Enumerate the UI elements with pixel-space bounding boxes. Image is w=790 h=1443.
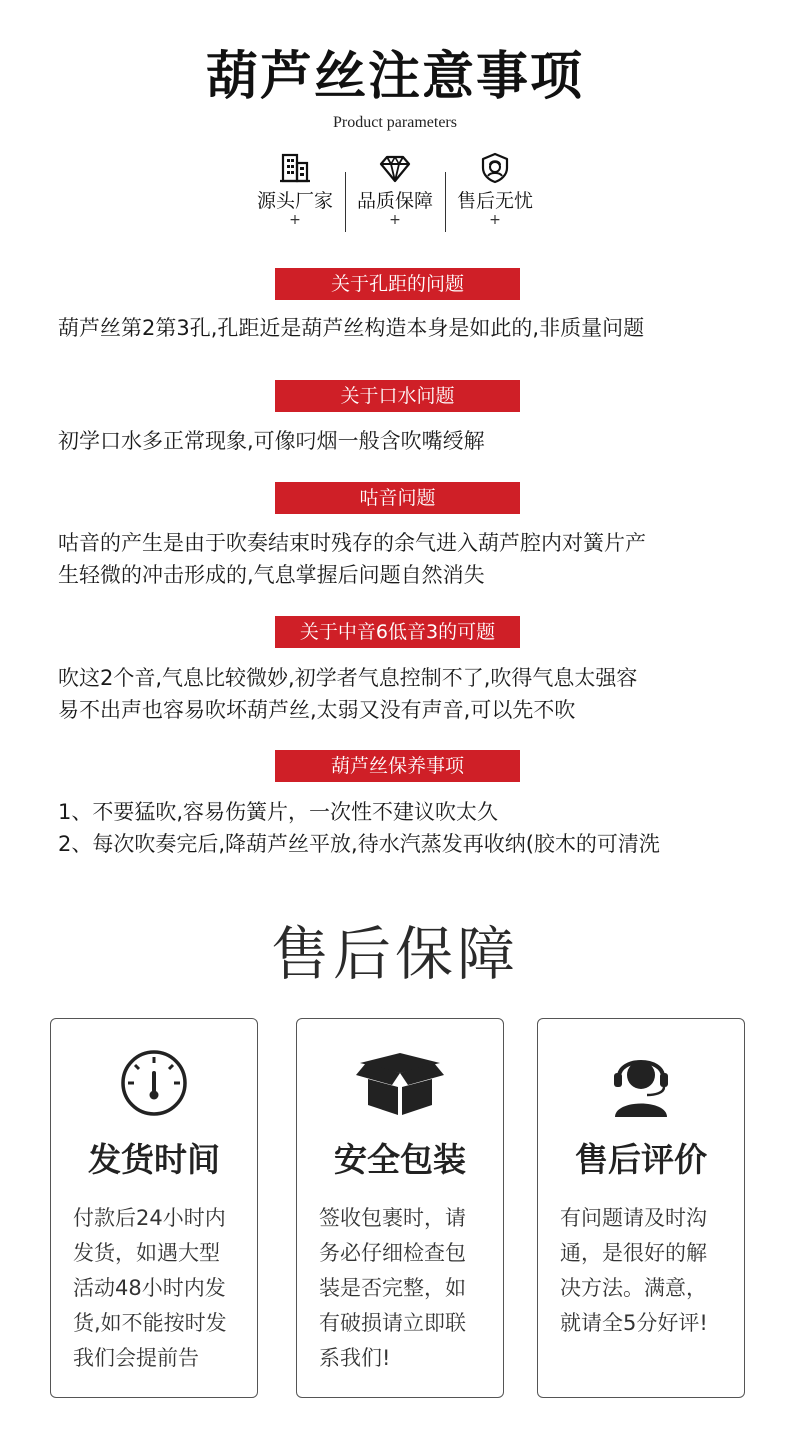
text-line: 就请全5分好评! — [560, 1311, 708, 1335]
card-shipping-time — [50, 1018, 258, 1398]
section-badge-gurgle: 咕音问题 — [275, 482, 520, 514]
card-aftersales-review — [537, 1018, 745, 1398]
text-line: 发货，如遇大型 — [73, 1241, 220, 1265]
text-line: 2、每次吹奏完后,降葫芦丝平放,待水汽蒸发再收纳(胶木的可清洗 — [58, 832, 660, 856]
text-line: 初学口水多正常现象,可像叼烟一般含吹嘴绶解 — [58, 429, 485, 453]
section-badge-notes: 关于中音6低音3的可题 — [275, 616, 520, 648]
section-text-maintenance — [58, 796, 758, 860]
feature-label: 售后无忧 — [456, 190, 533, 212]
feature-source-factory — [246, 150, 344, 232]
text-line: 1、不要猛吹,容易伤簧片，一次性不建议吹太久 — [58, 800, 499, 824]
text-line: 有问题请及时沟 — [560, 1206, 707, 1230]
text-line: 有破损请立即联 — [319, 1311, 466, 1335]
clock-gauge-icon — [118, 1047, 190, 1119]
card-title: 发货时间 — [88, 1140, 220, 1179]
card-safe-packaging — [296, 1018, 504, 1398]
card-title: 售后评价 — [575, 1140, 707, 1179]
building-icon — [279, 152, 311, 184]
text-line: 货,如不能按时发 — [73, 1311, 227, 1335]
feature-plus: + — [489, 212, 501, 228]
section-text-saliva — [58, 425, 758, 457]
text-line: 我们会提前告 — [73, 1346, 199, 1370]
package-box-icon — [354, 1047, 446, 1119]
diamond-icon — [379, 152, 411, 184]
text-line: 葫芦丝第2第3孔,孔距近是葫芦丝构造本身是如此的,非质量问题 — [58, 316, 645, 340]
card-body — [319, 1201, 491, 1376]
section-badge-hole-distance: 关于孔距的问题 — [275, 268, 520, 300]
section-text-hole-distance — [58, 312, 758, 344]
text-line: 通，是很好的解 — [560, 1241, 707, 1265]
text-line: 付款后24小时内 — [73, 1206, 226, 1230]
text-line: 装是否完整，如 — [319, 1276, 466, 1300]
aftersales-heading: 售后保障 — [270, 920, 519, 988]
feature-label: 源头厂家 — [256, 190, 333, 212]
section-text-gurgle — [58, 527, 758, 591]
shield-icon — [479, 152, 511, 184]
text-line: 决方法。满意， — [560, 1276, 707, 1300]
section-text-notes — [58, 662, 758, 726]
feature-label: 品质保障 — [356, 190, 433, 212]
page-subtitle: Product parameters — [333, 114, 457, 131]
headset-support-icon — [605, 1047, 677, 1119]
text-line: 务必仔细检查包 — [319, 1241, 466, 1265]
text-line: 生轻微的冲击形成的,气息掌握后问题自然消失 — [58, 563, 485, 587]
card-title: 安全包装 — [334, 1140, 466, 1179]
card-body — [73, 1201, 245, 1376]
text-line: 咕音的产生是由于吹奏结束时残存的余气进入葫芦腔内对簧片产 — [58, 531, 646, 555]
text-line: 系我们! — [319, 1346, 391, 1370]
feature-quality — [346, 150, 444, 232]
section-badge-saliva: 关于口水问题 — [275, 380, 520, 412]
text-line: 吹这2个音,气息比较微妙,初学者气息控制不了,吹得气息太强容 — [58, 666, 638, 690]
page-title: 葫芦丝注意事项 — [205, 46, 584, 107]
text-line: 活动48小时内发 — [73, 1276, 226, 1300]
section-badge-maintenance: 葫芦丝保养事项 — [275, 750, 520, 782]
text-line: 易不出声也容易吹坏葫芦丝,太弱又没有声音,可以先不吹 — [58, 698, 576, 722]
feature-plus: + — [289, 212, 301, 228]
text-line: 签收包裹时，请 — [319, 1206, 466, 1230]
card-body — [560, 1201, 732, 1341]
feature-aftersales — [446, 150, 544, 232]
feature-plus: + — [389, 212, 401, 228]
